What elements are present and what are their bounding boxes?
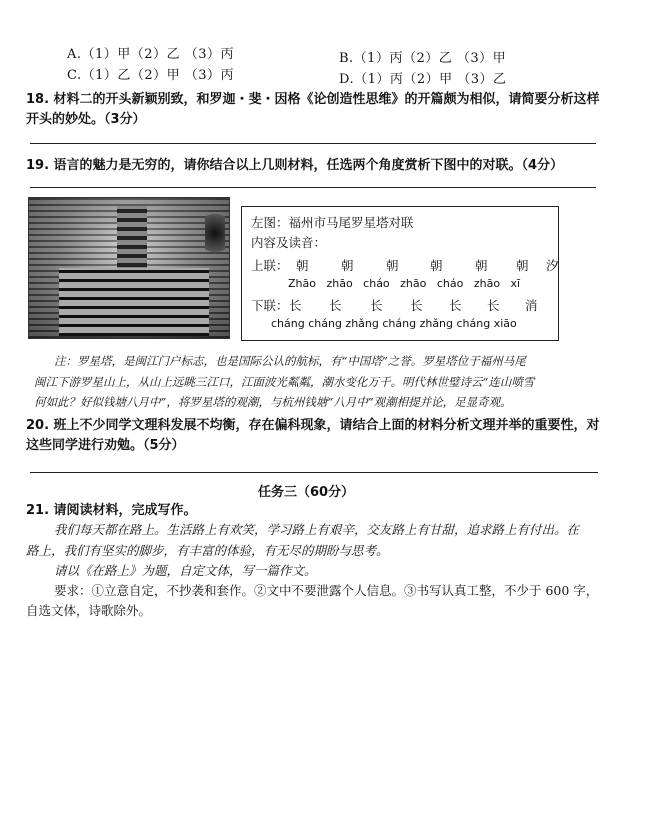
q20-line2: 这些同学进行劝勉。（5分） [26,438,185,453]
lower-char-4: 长 [410,298,423,313]
upper-char-3: 朝 [386,258,399,273]
note-line2: 闽江下游罗星山上，从山上远眺三江口，江面波光粼粼，潮水变化万千。明代林世璧诗云“连山喷雪 [34,375,535,389]
answer-line-q18 [30,143,596,144]
lower-char-1: 长 [289,298,302,313]
option-d: D.（1）丙（2）甲 （3）乙 [339,72,507,87]
answer-line-q19 [30,187,596,188]
upper-char-6: 朝 [516,258,529,273]
lower-pinyin: cháng cháng zhǎng cháng zhǎng cháng xiāo [271,317,517,330]
lower-couplet-label: 下联： [251,298,289,313]
option-c: C.（1）乙（2）甲 （3）丙 [67,68,235,83]
q18-line1: 18. 材料二的开头新颖别致，和罗迦・斐・因格《论创造性思维》的开篇颇为相似，请简要分析这样 [26,92,600,107]
lower-char-7: 消 [525,298,538,313]
note-line3: 何如此？好似钱塘八月中”，将罗星塔的观潮，与杭州钱塘“八月中”观潮相提并论，足显奇观。 [34,395,512,409]
q19-text: 19. 语言的魅力是无穷的，请你结合以上几则材料，任选两个角度赏析下图中的对联。（4分） [26,158,564,173]
lower-char-2: 长 [329,298,342,313]
note-line1: 注：罗星塔，是闽江门户标志，也是国际公认的航标，有“中国塔”之誉。罗星塔位于福州马尾 [54,354,526,368]
q21-requirements-line2: 自选文体，诗歌除外。 [26,603,152,618]
q21-material-line2: 路上，我们有坚实的脚步，有丰富的体验，有无尽的期盼与思考。 [26,543,389,558]
couplet-caption: 左图：福州市马尾罗星塔对联 [251,215,414,230]
q21-prompt: 请以《在路上》为题，自定文体，写一篇作文。 [54,563,317,578]
q21-title: 21. 请阅读材料，完成写作。 [26,503,197,518]
luoxing-pagoda-photo [28,197,230,339]
option-b: B.（1）丙（2）乙 （3）甲 [339,51,507,66]
answer-line-q20 [30,472,598,473]
q18-line2: 开头的妙处。（3分） [26,112,146,127]
couplet-content-label: 内容及读音： [251,235,327,250]
upper-pinyin: Zhāo zhāo cháo zhāo cháo zhāo xī [288,277,521,290]
q21-requirements-line1: 要求：①立意自定，不抄袭和套作。②文中不要泄露个人信息。③书写认真工整，不少于 600 字， [54,583,599,598]
q20-line1: 20. 班上不少同学文理科发展不均衡，存在偏科现象，请结合上面的材料分析文理并举的重要性，对 [26,418,600,433]
lower-char-6: 长 [487,298,500,313]
option-a: A.（1）甲（2）乙 （3）丙 [67,47,234,62]
upper-char-7: 汐 [546,258,559,273]
upper-char-1: 朝 [296,258,309,273]
upper-couplet-label: 上联： [251,258,289,273]
upper-char-2: 朝 [341,258,354,273]
lower-char-3: 长 [370,298,383,313]
upper-char-4: 朝 [430,258,443,273]
lower-char-5: 长 [449,298,462,313]
q21-material-line1: 我们每天都在路上。生活路上有欢笑，学习路上有艰辛，交友路上有甘甜，追求路上有付出。在 [54,522,580,537]
upper-char-5: 朝 [475,258,488,273]
task3-heading: 任务三（60分） [258,485,355,500]
